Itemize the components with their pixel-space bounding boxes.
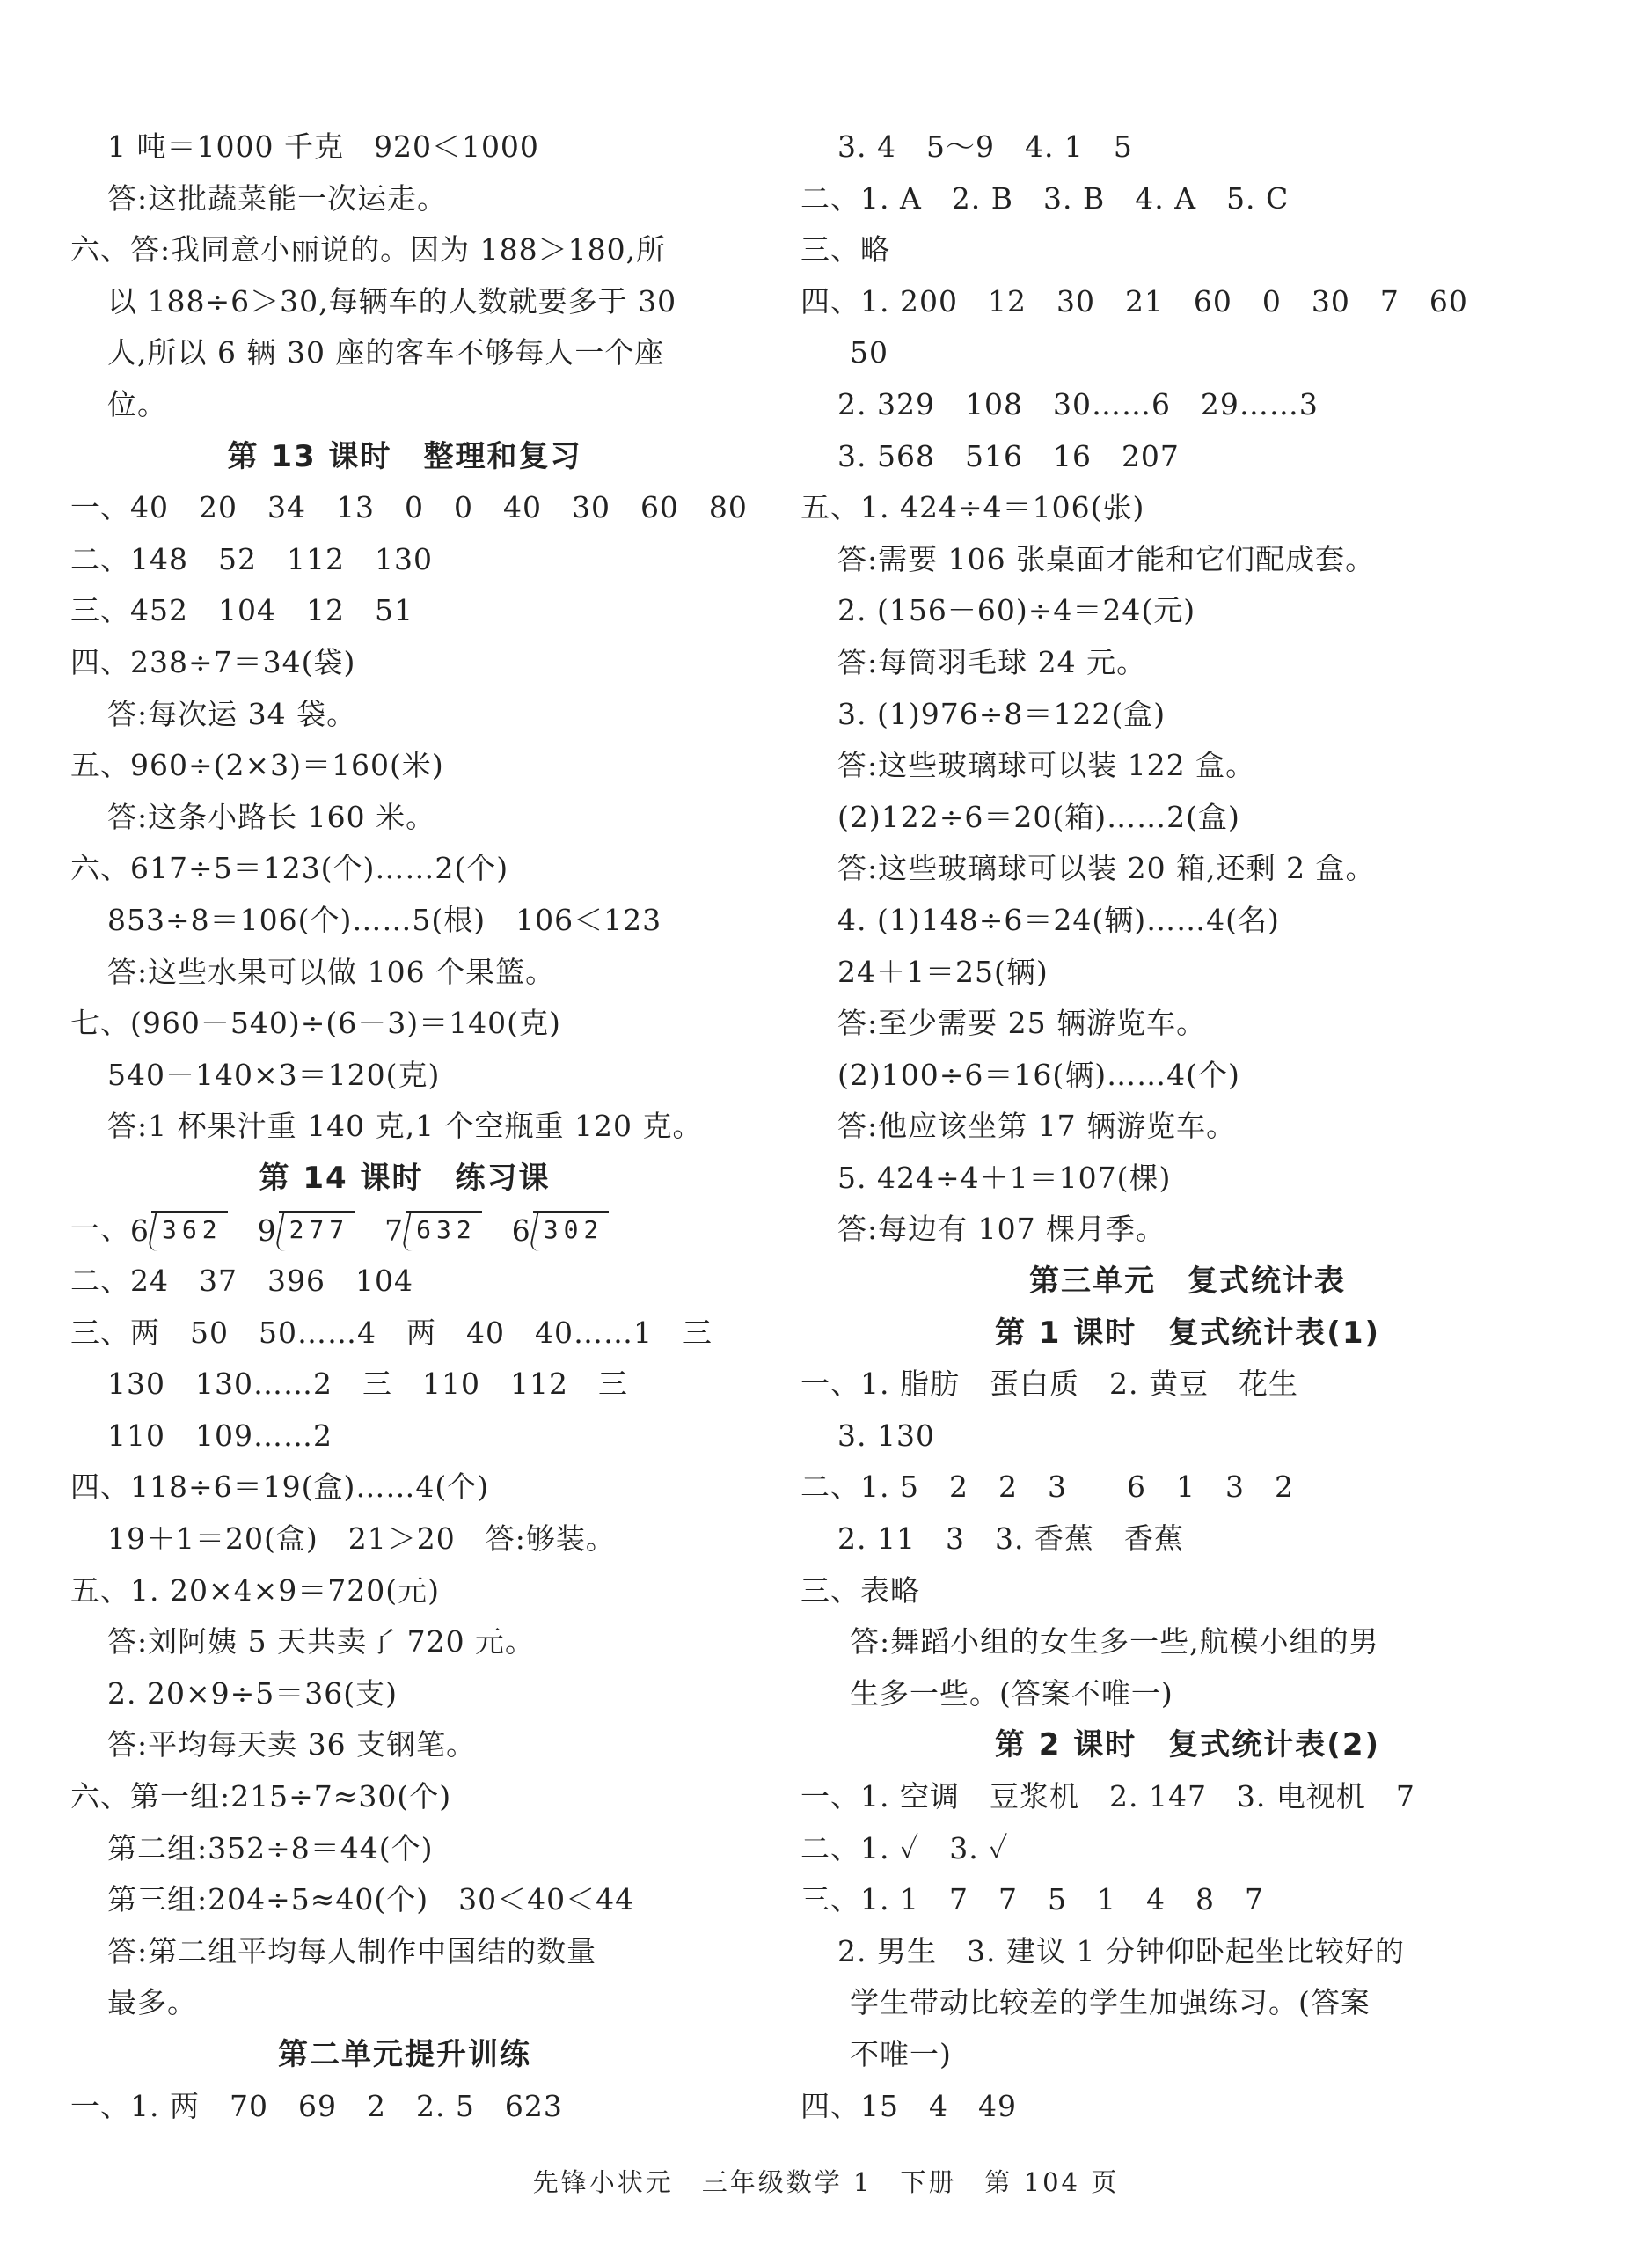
answer-line: 一、1. 脂肪 蛋白质 2. 黄豆 花生 [800,1367,1298,1402]
answer-line: 一、1. 两 70 69 2 2. 5 623 [70,2088,563,2123]
long-division [512,1205,610,1257]
answer-line: 3. (1)976÷8＝122(盒) [837,696,1166,731]
answer-line: 四、238÷7＝34(袋) [70,644,356,679]
long-division [258,1205,355,1257]
answer-line: 三、两 50 50……4 两 40 40……1 三 [70,1315,713,1350]
answer-line: 二、1. ✓ 3. ✓ [800,1830,1009,1865]
answer-line: 三、表略 [800,1572,920,1608]
answer-line: 答:每边有 107 棵月季。 [837,1212,1166,1247]
answer-line: 4. (1)148÷6＝24(辆)……4(名) [837,902,1280,937]
answer-line: 四、1. 200 12 30 21 60 0 30 7 60 [800,283,1468,319]
answer-line: 2. 20×9÷5＝36(支) [107,1675,398,1711]
answer-line: 答:需要 106 张桌面才能和它们配成套。 [837,541,1376,576]
dividend: 362 [151,1211,228,1257]
answer-line: 540－140×3＝120(克) [107,1057,441,1092]
answer-line: 2. 11 3 3. 香蕉 香蕉 [837,1521,1184,1557]
lesson-2-heading: 第 2 课时 复式统计表(2) [994,1727,1381,1763]
dividend: 302 [533,1211,610,1257]
answer-line: 答:舞蹈小组的女生多一些,航模小组的男 [850,1624,1379,1660]
answer-line: 答:这条小路长 160 米。 [107,799,436,834]
answer-line: 以 188÷6＞30,每辆车的人数就要多于 30 [107,283,677,319]
answer-line: 答:每筒羽毛球 24 元。 [837,644,1147,679]
answer-line: 第三组:204÷5≈40(个) 30＜40＜44 [107,1882,635,1917]
long-division-row [70,1204,739,1256]
answer-line: 答:每次运 34 袋。 [107,696,357,731]
left-column [70,121,748,2132]
answer-line: 853÷8＝106(个)……5(根) 106＜123 [107,902,662,937]
answer-line: 三、1. 1 7 7 5 1 4 8 7 [800,1882,1264,1917]
divisor: 9 [257,1213,277,1249]
answer-line: 五、1. 20×4×9＝720(元) [70,1572,440,1608]
answer-line: 二、1. 5 2 2 3 6 1 3 2 [800,1469,1294,1505]
answer-line: 二、148 52 112 130 [70,541,433,576]
answer-line: 生多一些。(答案不唯一) [850,1675,1173,1711]
answer-line: 答:1 杯果汁重 140 克,1 个空瓶重 120 克。 [107,1109,703,1144]
right-column [800,121,1575,2132]
unit-3-heading: 第三单元 复式统计表 [1029,1264,1346,1300]
long-division [384,1205,482,1257]
divisor: 6 [511,1213,531,1249]
answer-line: 3. 4 5～9 4. 1 5 [837,129,1133,164]
dividend: 277 [279,1211,355,1257]
answer-line: 2. (156－60)÷4＝24(元) [837,593,1196,628]
page-footer: 先锋小状元 三年级数学 1 下册 第 104 页 [532,2167,1120,2197]
lesson-13-heading: 第 13 课时 整理和复习 [227,438,582,474]
answer-line: 三、略 [800,232,890,267]
answer-line: 3. 130 [837,1418,935,1453]
answer-line: 答:第二组平均每人制作中国结的数量 [107,1933,597,1968]
answer-line: 答:刘阿姨 5 天共卖了 720 元。 [107,1624,536,1660]
answer-line: 六、617÷5＝123(个)……2(个) [70,851,509,886]
answer-line: 答:这批蔬菜能一次运走。 [107,180,448,216]
answer-line: 2. 男生 3. 建议 1 分钟仰卧起坐比较好的 [837,1933,1405,1968]
answer-line: 3. 568 516 16 207 [837,438,1180,473]
answer-line: 一、40 20 34 13 0 0 40 30 60 80 [70,490,748,525]
answer-line: 人,所以 6 辆 30 座的客车不够每人一个座 [107,335,665,370]
answer-line: 二、24 37 396 104 [70,1264,413,1299]
answer-line: 位。 [107,386,167,421]
answer-line: (2)100÷6＝16(辆)……4(个) [837,1057,1240,1092]
answer-line: 1 吨＝1000 千克 920＜1000 [107,129,539,164]
answer-line: 答:这些水果可以做 106 个果篮。 [107,954,556,989]
item-number: 一、 [70,1212,130,1247]
answer-line: 19＋1＝20(盒) 21＞20 答:够装。 [107,1521,616,1557]
long-division [130,1205,228,1257]
answer-line: 答:这些玻璃球可以装 20 箱,还剩 2 盒。 [837,851,1376,886]
answer-line: 二、1. A 2. B 3. B 4. A 5. C [800,180,1290,216]
lesson-1-heading: 第 1 课时 复式统计表(1) [994,1315,1381,1351]
dividend: 632 [406,1211,482,1257]
answer-line: 最多。 [107,1985,197,2020]
answer-line: 答:至少需要 25 辆游览车。 [837,1006,1207,1041]
answer-line: 一、1. 空调 豆浆机 2. 147 3. 电视机 7 [800,1779,1415,1814]
lesson-14-heading: 第 14 课时 练习课 [259,1160,551,1196]
answer-line: 六、第一组:215÷7≈30(个) [70,1779,452,1814]
answer-line: 第二组:352÷8＝44(个) [107,1830,434,1865]
answer-line: 七、(960－540)÷(6－3)＝140(克) [70,1006,561,1041]
answer-line: 答:他应该坐第 17 辆游览车。 [837,1109,1237,1144]
divisor: 7 [384,1213,405,1249]
answer-line: 答:平均每天卖 36 支钢笔。 [107,1727,477,1762]
answer-line: (2)122÷6＝20(箱)……2(盒) [837,799,1240,834]
unit-2-training-heading: 第二单元提升训练 [278,2036,531,2072]
answer-line: 2. 329 108 30……6 29……3 [837,386,1319,421]
answer-line: 不唯一) [850,2036,952,2071]
answer-line: 五、1. 424÷4＝106(张) [800,490,1145,525]
answer-line: 六、答:我同意小丽说的。因为 188＞180,所 [70,232,667,267]
answer-line: 110 109……2 [107,1418,333,1453]
answer-line: 四、15 4 49 [800,2088,1017,2123]
answer-line: 50 [850,335,888,370]
divisor: 6 [130,1213,150,1249]
answer-line: 四、118÷6＝19(盒)……4(个) [70,1469,490,1505]
answer-line: 答:这些玻璃球可以装 122 盒。 [837,748,1256,783]
answer-line: 三、452 104 12 51 [70,593,413,628]
answer-line: 学生带动比较差的学生加强练习。(答案 [850,1985,1371,2020]
answer-line: 24＋1＝25(辆) [837,954,1049,989]
answer-line: 130 130……2 三 110 112 三 [107,1367,628,1402]
answer-line: 5. 424÷4＋1＝107(棵) [837,1160,1172,1195]
answer-line: 五、960÷(2×3)＝160(米) [70,748,444,783]
